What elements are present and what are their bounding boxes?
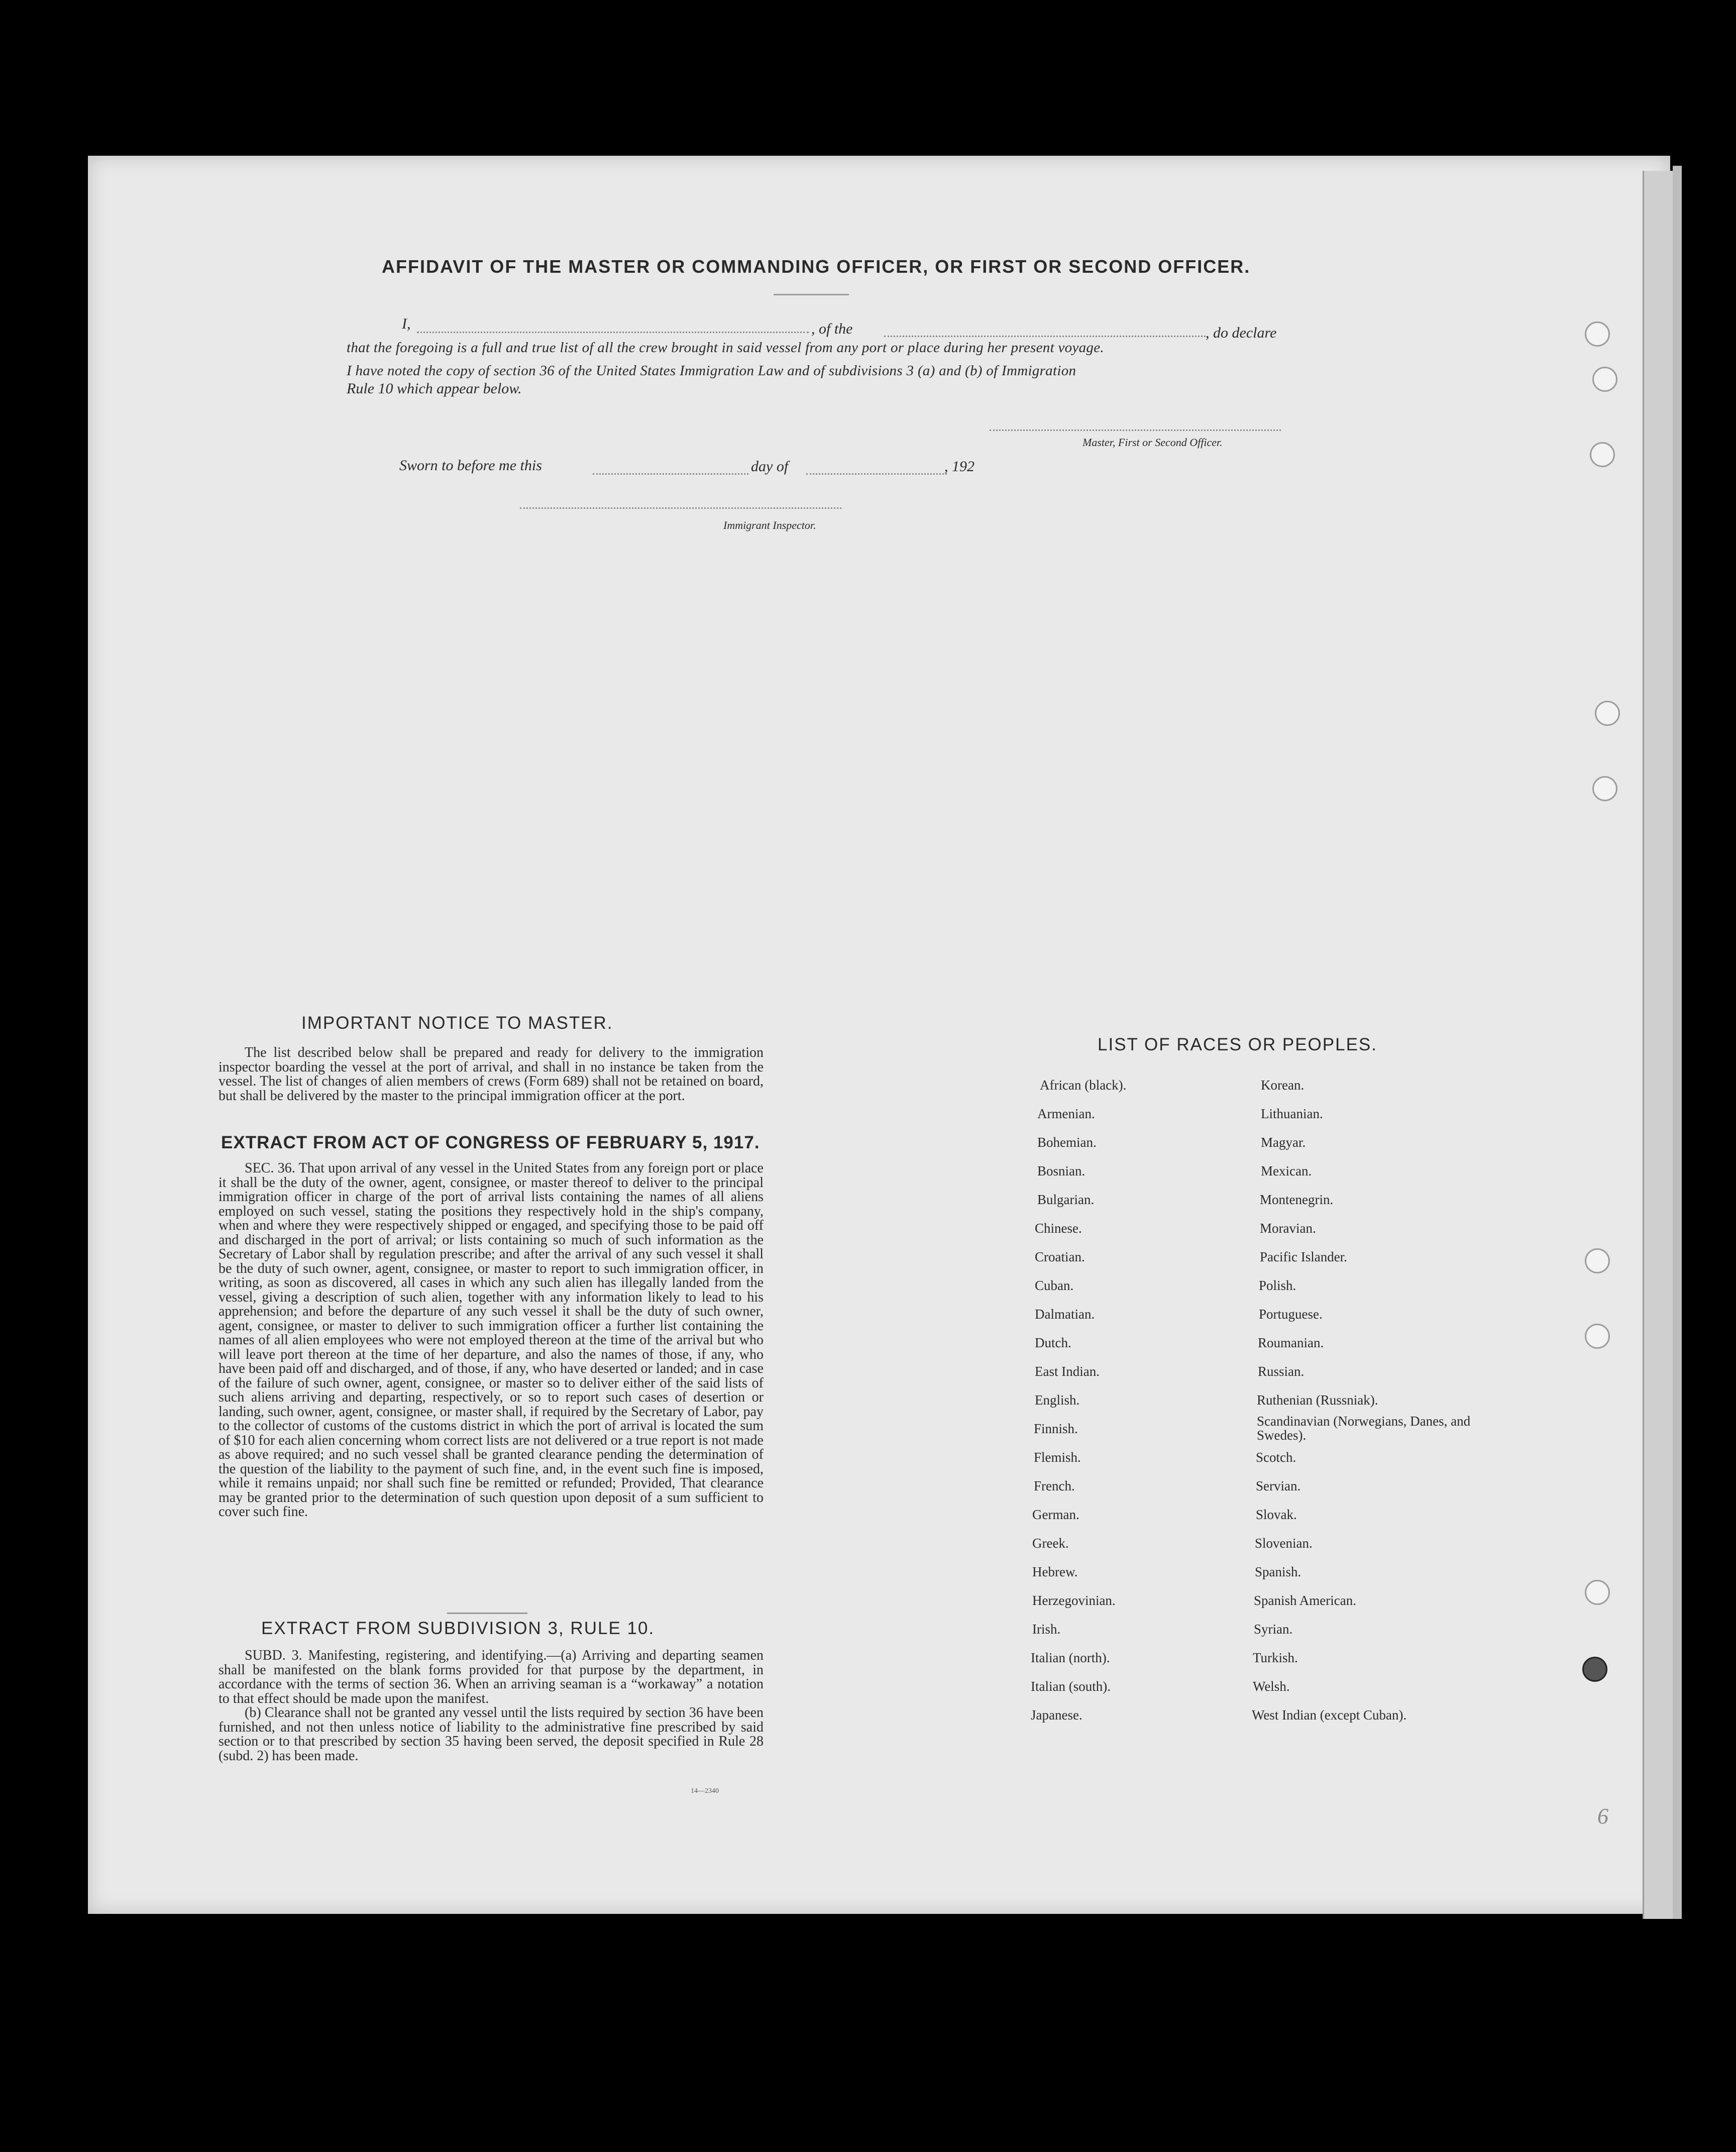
affidavit-i-label: I,: [402, 315, 411, 332]
race-item: Bohemian.: [1037, 1135, 1097, 1150]
race-item: Hebrew.: [1032, 1564, 1078, 1579]
race-item: Italian (north).: [1031, 1650, 1110, 1665]
race-item: Irish.: [1032, 1622, 1061, 1637]
background-strip: [1673, 166, 1682, 1919]
race-item: Spanish.: [1255, 1564, 1301, 1579]
race-item: Dutch.: [1035, 1335, 1071, 1350]
rule-10-paragraph-b: (b) Clearance shall not be granted any vessel until the lists required by section 36 have been furnished, and not then unless notice of liability to the administrative fine prescribed by said section or to that prescribed by section 35 having been served, the deposit specified in Rule 28 (subd. 2) has been made.: [219, 1705, 764, 1764]
race-item: African (black).: [1040, 1078, 1127, 1093]
race-item: Pacific Islander.: [1260, 1249, 1347, 1264]
punch-hole: [1582, 1657, 1607, 1682]
race-item: Armenian.: [1037, 1106, 1095, 1121]
race-item: Portuguese.: [1259, 1307, 1323, 1322]
punch-hole: [1592, 776, 1617, 801]
race-item: Moravian.: [1260, 1221, 1316, 1236]
race-item: Turkish.: [1253, 1650, 1298, 1665]
affidavit-title-rule: [774, 294, 849, 295]
race-item: Dalmatian.: [1035, 1307, 1095, 1322]
name-blank: [417, 332, 809, 333]
inspector-signature-line: [520, 507, 841, 509]
race-item: Slovak.: [1256, 1507, 1297, 1522]
punch-hole: [1585, 1324, 1610, 1349]
extract-act-title: EXTRACT FROM ACT OF CONGRESS OF FEBRUARY 5, 1917.: [221, 1133, 760, 1152]
form-number: 14—2340: [691, 1787, 719, 1795]
punch-hole: [1590, 442, 1615, 467]
races-title: LIST OF RACES OR PEOPLES.: [1098, 1035, 1378, 1054]
race-item: Japanese.: [1031, 1707, 1082, 1723]
extract-rule-title: EXTRACT FROM SUBDIVISION 3, RULE 10.: [261, 1619, 655, 1638]
signature-label: Master, First or Second Officer.: [1082, 436, 1223, 449]
punch-hole: [1595, 701, 1620, 726]
race-item: Roumanian.: [1258, 1335, 1324, 1350]
notice-paragraph: The list described below shall be prepared and ready for delivery to the immigration inspector boarding the vessel at the port of arrival, and shall in no instance be taken from the vessel. The list of changes of alien members of crews (Form 689) shall not be retained on board, but shall be delivered by the master to the principal immigration officer at the port.: [219, 1045, 764, 1104]
race-item: Mexican.: [1261, 1163, 1312, 1178]
race-item: Herzegovinian.: [1032, 1593, 1116, 1608]
extract-act-rule: [447, 1612, 527, 1614]
sworn-year-label: , 192: [944, 458, 974, 475]
punch-hole: [1585, 321, 1610, 347]
punch-hole: [1592, 367, 1617, 392]
extract-rule-text: [219, 1649, 764, 1763]
race-item: Spanish American.: [1254, 1593, 1356, 1608]
punch-hole: [1585, 1580, 1610, 1605]
race-item: Bosnian.: [1037, 1163, 1086, 1178]
race-item: Italian (south).: [1031, 1679, 1111, 1694]
affidavit-declare-label: , do declare: [1206, 325, 1277, 341]
race-item: Flemish.: [1034, 1450, 1081, 1465]
notice-title: IMPORTANT NOTICE TO MASTER.: [301, 1013, 613, 1033]
affidavit-title: AFFIDAVIT OF THE MASTER OR COMMANDING OFFICER, OR FIRST OR SECOND OFFICER.: [382, 256, 1251, 277]
vessel-blank: [884, 336, 1206, 337]
affidavit-line-2: that the foregoing is a full and true list of all the crew brought in said vessel from any port or place during her present voyage.: [347, 340, 1104, 356]
race-item: English.: [1035, 1392, 1080, 1408]
affidavit-line-3: I have noted the copy of section 36 of the United States Immigration Law and of subdivisions 3 (a) and (b) of Immigration: [347, 363, 1076, 379]
race-item: Lithuanian.: [1261, 1106, 1323, 1121]
affidavit-line-4: Rule 10 which appear below.: [347, 380, 522, 397]
affidavit-of-the-label: , of the: [811, 320, 853, 337]
pencil-page-mark: 6: [1597, 1804, 1608, 1828]
race-item: Finnish.: [1034, 1421, 1078, 1436]
punch-hole: [1585, 1248, 1610, 1273]
sworn-day-of-label: day of: [751, 458, 789, 475]
sworn-before-label: Sworn to before me this: [399, 457, 542, 474]
race-item: Montenegrin.: [1260, 1192, 1334, 1207]
race-item: Welsh.: [1253, 1679, 1290, 1694]
race-item: Polish.: [1259, 1278, 1296, 1293]
race-item: Korean.: [1261, 1078, 1305, 1093]
race-item: Servian.: [1256, 1478, 1301, 1493]
race-item: Slovenian.: [1255, 1536, 1313, 1551]
race-item: German.: [1032, 1507, 1079, 1522]
section-36-paragraph: SEC. 36. That upon arrival of any vessel in the United States from any foreign port or place it shall be the duty of the owner, agent, consignee, or master thereof to deliver to the principal immigration officer in charge of the port of arrival lists containing the names of all aliens employed on such vessel, stating the positions they respectively hold in the ship's company, when and where they were respectively shipped or engaged, and specifying those to be paid off and discharged in the port of arrival; or lists containing so much of such information as the Secretary of Labor shall by regulation prescribe; and after the arrival of any such vessel it shall be the duty of such owner, agent, consignee, or master to report to such immigration officer, in writing, as soon as discovered, all cases in which any such alien has illegally landed from the vessel, giving a description of such alien, together with any information likely to lead to his apprehension; and before the departure of any such vessel it shall be the duty of such owner, agent, consignee, or master to deliver to such immigration officer a further list containing the names of all alien employees who were not employed thereon at the time of the arrival but who will leave port thereon at the time of her departure, and also the names of those, if any, who have been paid off and discharged, and of those, if any, who have deserted or landed; and in case of the failure of such owner, agent, consignee, or master so to deliver either of the said lists of such aliens arriving and departing, respectively, or so to report such cases of desertion or landing, such owner, agent, consignee, or master shall, if required by the Secretary of Labor, pay to the collector of customs of the customs district in which the port of arrival is located the sum of $10 for each alien concerning whom correct lists are not delivered or a true report is not made as above required; and no such vessel shall be granted clearance pending the determination of the question of the liability to the payment of such fine, and, in the event such fine is imposed, while it remains unpaid; nor shall such fine be remitted or refunded; Provided, That clearance may be granted prior to the determination of such question upon deposit of a sum sufficient to cover such fine.: [219, 1160, 764, 1520]
race-item: Ruthenian (Russniak).: [1257, 1392, 1378, 1408]
race-item: Croatian.: [1035, 1249, 1085, 1264]
race-item: Scotch.: [1256, 1450, 1296, 1465]
race-item: Magyar.: [1261, 1135, 1306, 1150]
sworn-month-blank: [806, 473, 947, 475]
race-item: Syrian.: [1254, 1622, 1293, 1637]
signature-line: [990, 429, 1281, 431]
sworn-day-blank: [593, 473, 748, 475]
race-item: Chinese.: [1035, 1221, 1082, 1236]
notice-text: [219, 1046, 764, 1103]
race-item: West Indian (except Cuban).: [1252, 1707, 1407, 1723]
race-item: French.: [1034, 1478, 1075, 1493]
race-item: East Indian.: [1035, 1364, 1100, 1379]
race-item: Scandinavian (Norwegians, Danes, and Swedes).: [1257, 1414, 1471, 1443]
race-item: Russian.: [1258, 1364, 1305, 1379]
inspector-label: Immigrant Inspector.: [723, 519, 816, 531]
extract-act-text: [219, 1161, 764, 1520]
race-item: Greek.: [1032, 1536, 1069, 1551]
page-edge: [1643, 171, 1674, 1919]
rule-10-paragraph-a: SUBD. 3. Manifesting, registering, and identifying.—(a) Arriving and departing seamen shall be manifested on the blank forms provided for that purpose by the department, in accordance with the terms of section 36. When an arriving seaman is a “workaway” a notation to that effect should be made upon the manifest.: [219, 1648, 764, 1706]
race-item: Bulgarian.: [1037, 1192, 1095, 1207]
race-item: Cuban.: [1035, 1278, 1074, 1293]
